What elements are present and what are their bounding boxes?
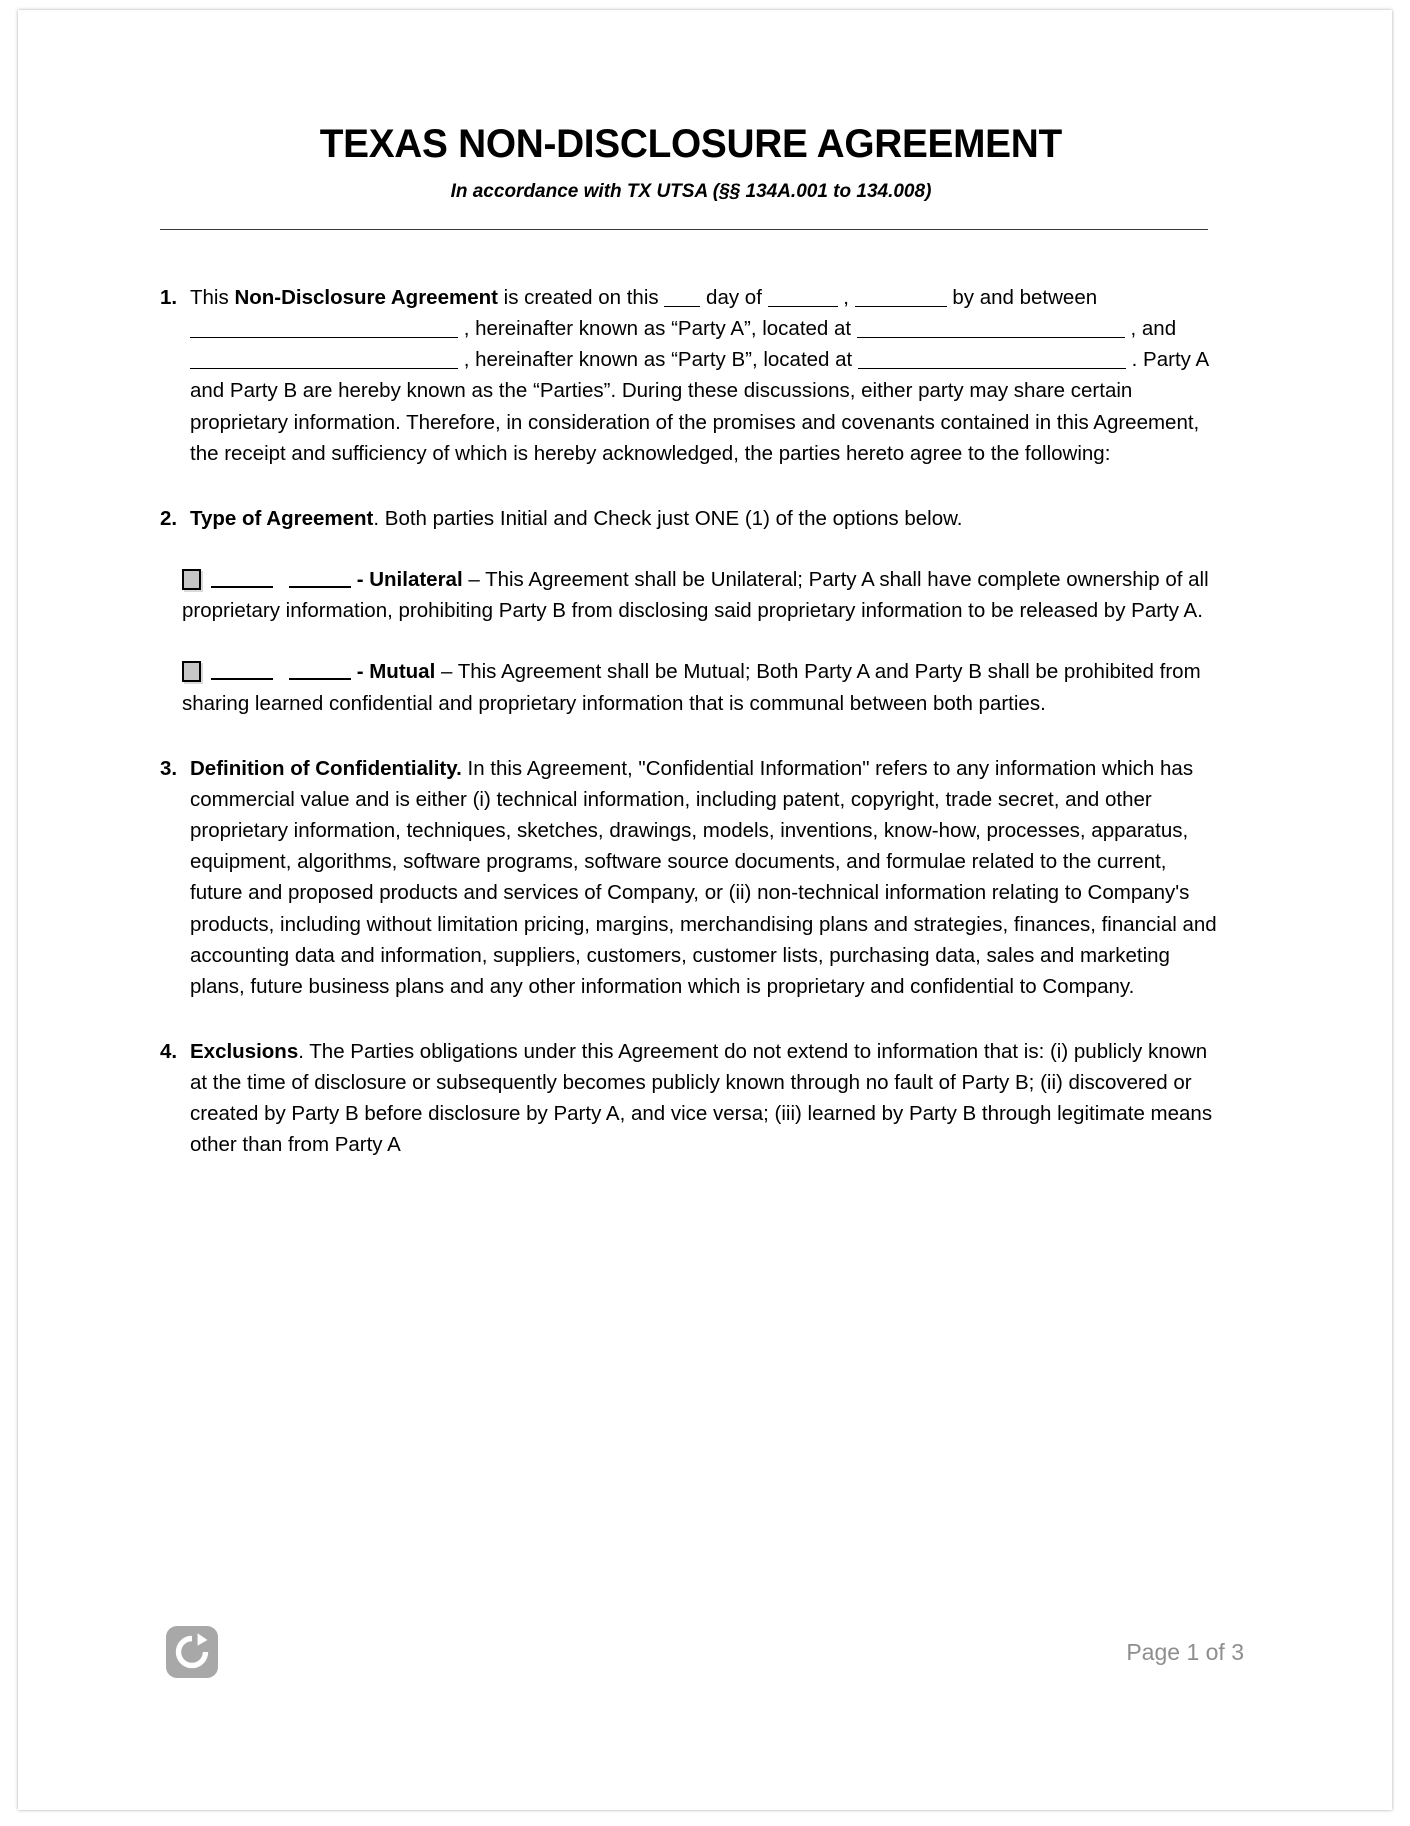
page-number: Page 1 of 3 [1126, 1638, 1244, 1665]
option-mutual-label: Mutual [369, 660, 436, 684]
blank-party-b-name[interactable] [190, 351, 458, 369]
blank-initial-b-unilateral[interactable] [289, 570, 351, 588]
document-content [146, 122, 1222, 1161]
clause-4 [146, 1036, 1222, 1161]
clause-1-text-c: , [837, 286, 855, 309]
blank-party-b-address[interactable] [858, 351, 1126, 369]
clause-1-lead: This [190, 286, 235, 309]
clause-1-text-h: . Party A and Party B are hereby known as the “Parties”. During these discussions, either party may share certain proprietary information. Therefore, in consideration of the promises and covenants contained in this Agreement, the receipt and sufficiency of which is hereby acknowledged, the parties hereto agree to the following: [190, 348, 1208, 465]
option-unilateral[interactable] [146, 564, 1222, 626]
blank-initial-a-unilateral[interactable] [211, 570, 273, 588]
blank-party-a-name[interactable] [190, 320, 458, 338]
clause-2-text: . Both parties Initial and Check just ONE (1) of the options below. [373, 506, 963, 530]
clause-1-text-g: , hereinafter known as “Party B”, located at [458, 348, 858, 372]
clause-3-heading: Definition of Confidentiality. [190, 756, 462, 780]
option-mutual[interactable] [146, 656, 1222, 718]
option-mutual-text: – This Agreement shall be Mutual; Both Party A and Party B shall be prohibited from sharing learned confidential and proprietary information that is communal between both parties. [182, 660, 1201, 715]
clause-3-number: 3. [160, 756, 178, 780]
rotate-arrow-logo-icon [166, 1626, 218, 1678]
clause-3-body [190, 753, 1222, 1002]
clause-4-heading: Exclusions [190, 1039, 299, 1063]
blank-month[interactable] [768, 289, 838, 307]
page-title: TEXAS NON-DISCLOSURE AGREEMENT [319, 122, 1062, 166]
option-mutual-dash: - [356, 660, 370, 684]
clause-1-number: 1. [160, 286, 178, 309]
clause-1-text-e: , hereinafter known as “Party A”, located at [458, 317, 857, 341]
clause-4-text: . The Parties obligations under this Agreement do not extend to information that is: (i) publicly known at the time of disclosure or subsequently becomes publicly known through no fault of Party B; (ii) discovered or created by Party B before disclosure by Party A, and vice versa; (iii) learned by Party B through legitimate means other than from Party A [190, 1039, 1213, 1157]
clause-2-heading: Type of Agreement [190, 506, 374, 530]
paper-sheet [18, 10, 1392, 1810]
clause-1-body [190, 282, 1222, 469]
clause-4-number: 4. [160, 1039, 178, 1063]
checkbox-mutual[interactable] [182, 661, 201, 682]
option-unilateral-label: Unilateral [369, 568, 463, 592]
blank-day[interactable] [664, 289, 700, 307]
blank-party-a-address[interactable] [857, 320, 1125, 338]
page-footer [146, 1622, 1264, 1682]
clause-1-term: Non-Disclosure Agreement [234, 286, 498, 309]
clause-1-text-d: by and between [946, 286, 1098, 309]
option-unilateral-text: – This Agreement shall be Unilateral; Party A shall have complete ownership of all proprietary information, prohibiting Party B from disclosing said proprietary information to be released by Party A. [182, 568, 1209, 623]
clause-2 [146, 503, 1222, 534]
page-subtitle: In accordance with TX UTSA (§§ 134A.001 to 134.008) [450, 181, 932, 202]
clause-1-text-a: is created on this [497, 286, 665, 309]
clause-2-number: 2. [160, 506, 178, 530]
clause-1 [146, 282, 1222, 469]
blank-initial-a-mutual[interactable] [211, 662, 273, 680]
checkbox-unilateral[interactable] [182, 569, 201, 590]
clause-1-text-f: , and [1124, 317, 1177, 341]
blank-year[interactable] [855, 289, 947, 307]
header-divider [160, 229, 1208, 230]
clause-3 [146, 753, 1222, 1002]
clause-4-body [190, 1036, 1222, 1161]
option-unilateral-dash: - [356, 568, 370, 592]
blank-initial-b-mutual[interactable] [289, 662, 351, 680]
clause-2-body [190, 503, 1222, 534]
clause-1-text-b: day of [700, 286, 768, 309]
clause-3-text: In this Agreement, "Confidential Information" refers to any information which has commercial value and is either (i) technical information, including patent, copyright, trade secret, and other proprietary information, techniques, sketches, drawings, models, inventions, know-how, processes, apparatus, equipment, algorithms, software programs, software source documents, and formulae related to the current, future and proposed products and services of Company, or (ii) non-technical information relating to Company's products, including without limitation pricing, margins, merchandising plans and strategies, finances, financial and accounting data and information, suppliers, customers, customer lists, purchasing data, sales and marketing plans, future business plans and any other information which is proprietary and confidential to Company. [190, 756, 1217, 998]
